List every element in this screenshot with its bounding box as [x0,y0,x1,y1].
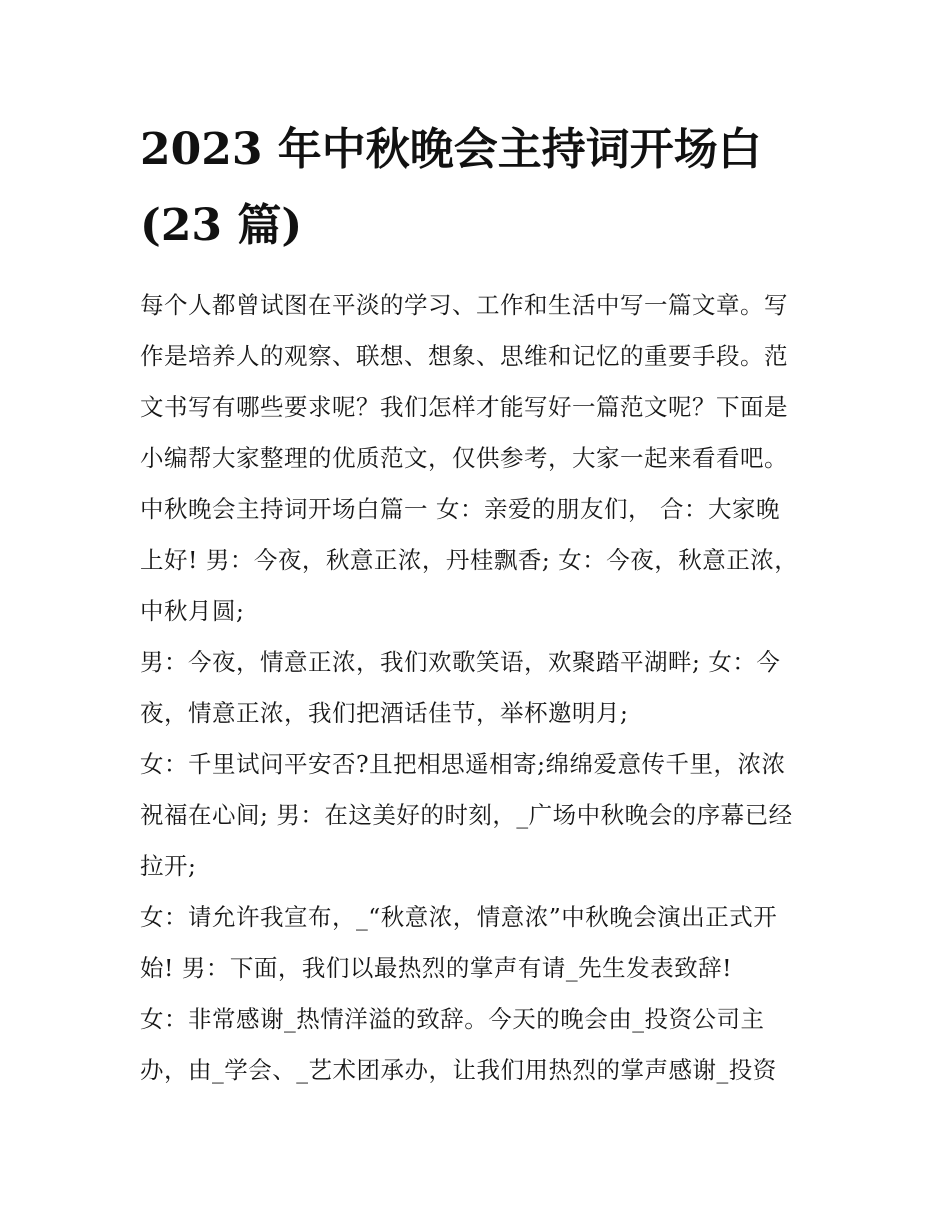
body-line: 中秋月圆; [140,597,245,625]
body-line: 每个人都曾试图在平淡的学习、工作和生活中写一篇文章。写 [140,291,788,319]
body-line: 祝福在心间; 男：在这美好的时刻，_广场中秋晚会的序幕已经 [140,801,793,829]
body-line: 始! 男：下面，我们以最热烈的掌声有请_先生发表致辞! [140,954,733,982]
document-title [140,112,820,264]
body-line: 女：千里试问平安否?且把相思遥相寄;绵绵爱意传千里，浓浓 [140,750,786,778]
title-line: 2023 年中秋晚会主持词开场白 [140,124,762,175]
document-body [140,280,820,1096]
body-line: 作是培养人的观察、联想、想象、思维和记忆的重要手段。范 [140,342,788,370]
body-line: 上好! 男：今夜，秋意正浓，丹桂飘香; 女：今夜，秋意正浓， [140,546,799,574]
title-line: (23 篇) [140,200,303,251]
body-line: 女：非常感谢_热情洋溢的致辞。今天的晚会由_投资公司主 [140,1005,765,1033]
body-line: 男：今夜，情意正浓，我们欢歌笑语，欢聚踏平湖畔; 女：今 [140,648,781,676]
body-line: 中秋晚会主持词开场白篇一 女：亲爱的朋友们， 合：大家晚 [140,495,780,523]
body-line: 拉开; [140,852,197,880]
body-line: 办，由_学会、_艺术团承办，让我们用热烈的掌声感谢_投资 [140,1056,777,1084]
body-line: 小编帮大家整理的优质范文，仅供参考，大家一起来看看吧。 [140,444,788,472]
body-line: 文书写有哪些要求呢？我们怎样才能写好一篇范文呢？下面是 [140,393,788,421]
body-line: 夜，情意正浓，我们把酒话佳节，举杯邀明月; [140,699,629,727]
body-line: 女：请允许我宣布，_“秋意浓，情意浓”中秋晚会演出正式开 [140,903,778,931]
